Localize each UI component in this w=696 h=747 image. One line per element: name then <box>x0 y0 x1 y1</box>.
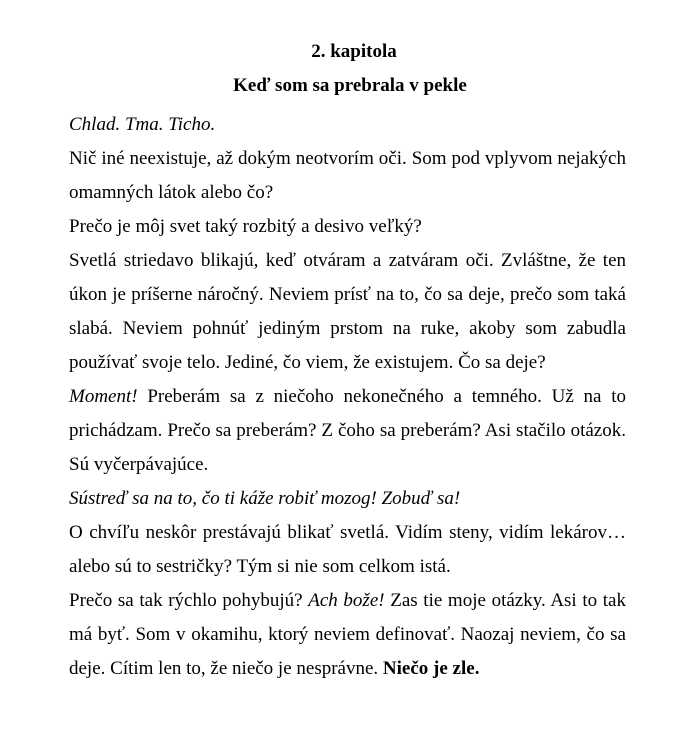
paragraph-8-text-a: Prečo sa tak rýchlo pohybujú? <box>69 590 309 611</box>
paragraph-5-text: Preberám sa z niečoho nekonečného a temného. Už na to prichádzam. Prečo sa preberám? Z čoho sa preberám? Asi stačilo otázok. Sú vyčerpávajúce. <box>69 386 626 475</box>
chapter-body <box>69 108 626 686</box>
paragraph-1: Chlad. Tma. Ticho. <box>69 114 216 135</box>
paragraph-6: Sústreď sa na to, čo ti káže robiť mozog! Zobuď sa! <box>69 488 461 509</box>
paragraph-7: O chvíľu neskôr prestávajú blikať svetlá. Vidím steny, vidím lekárov… alebo sú to sestričky? Tým si nie som celkom istá. <box>69 522 626 577</box>
paragraph-5 <box>69 380 626 482</box>
paragraph-8-text-b: Zas tie moje otázky. Asi to tak má byť. Som v okamihu, ktorý neviem definovať. Naozaj neviem, čo sa deje. Cítim len to, že niečo je nesprávne. <box>69 590 626 679</box>
chapter-title: Keď som sa prebrala v pekle <box>233 75 467 96</box>
paragraph-3: Prečo je môj svet taký rozbitý a desivo veľký? <box>69 216 422 237</box>
paragraph-8 <box>69 584 626 686</box>
paragraph-8-strong: Niečo je zle. <box>382 658 480 679</box>
paragraph-2: Nič iné neexistuje, až dokým neotvorím oči. Som pod vplyvom nejakých omamných látok alebo čo? <box>69 148 626 203</box>
paragraph-8-emphasis: Ach bože! <box>308 590 385 611</box>
paragraph-5-emphasis: Moment! <box>69 386 138 407</box>
paragraph-4: Svetlá striedavo blikajú, keď otváram a zatváram oči. Zvláštne, že ten úkon je príšerne náročný. Neviem prísť na to, čo sa deje, prečo som taká slabá. Neviem pohnúť jediným prstom na ruke, akoby som zabudla používať svoje telo. Jediné, čo viem, že existujem. Čo sa deje? <box>69 250 626 373</box>
chapter-heading: 2. kapitola <box>311 41 397 62</box>
